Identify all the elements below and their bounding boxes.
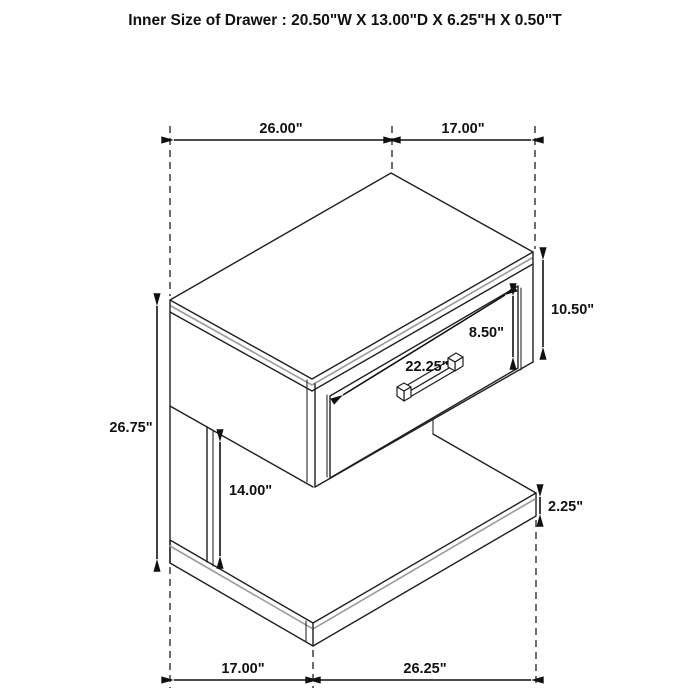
dimension-base-front-width <box>318 661 531 680</box>
dim-label-open-clearance: 14.00" <box>229 483 273 499</box>
base-outline <box>170 493 536 646</box>
dim-label-drawer-front-width: 22.25" <box>405 359 449 375</box>
dimension-base-side-depth <box>174 661 308 680</box>
dimension-cabinet-height <box>543 260 594 347</box>
dim-label-cabinet-height: 10.50" <box>551 302 595 318</box>
dim-label-drawer-front-height: 8.50" <box>468 325 504 341</box>
dim-label-top-width: 26.00" <box>259 121 303 137</box>
nightstand-drawing <box>170 173 536 646</box>
dim-label-base-front-width: 26.25" <box>403 661 447 677</box>
top-face <box>170 173 533 379</box>
dimension-base-thickness <box>540 497 583 515</box>
dim-label-base-thickness: 2.25" <box>548 499 584 515</box>
dimension-top-depth <box>396 121 531 140</box>
cabinet-left-bottom-edge <box>170 406 313 487</box>
dimension-top-width <box>174 121 388 140</box>
base-top-bevel <box>170 499 535 629</box>
extension-lines <box>170 126 536 688</box>
dim-label-overall-height: 26.75" <box>109 420 153 436</box>
top-slab-bevel <box>171 258 532 385</box>
dimension-drawer-front-height <box>469 296 513 357</box>
dim-label-top-depth: 17.00" <box>441 121 485 137</box>
dim-label-base-side-depth: 17.00" <box>221 661 265 677</box>
page-title: Inner Size of Drawer : 20.50"W X 13.00"D X 6.25"H X 0.50"T <box>128 12 562 29</box>
dimension-overall-height <box>109 306 157 559</box>
base-back-right-edge <box>433 434 536 493</box>
top-slab-bottom-edge <box>170 252 533 391</box>
